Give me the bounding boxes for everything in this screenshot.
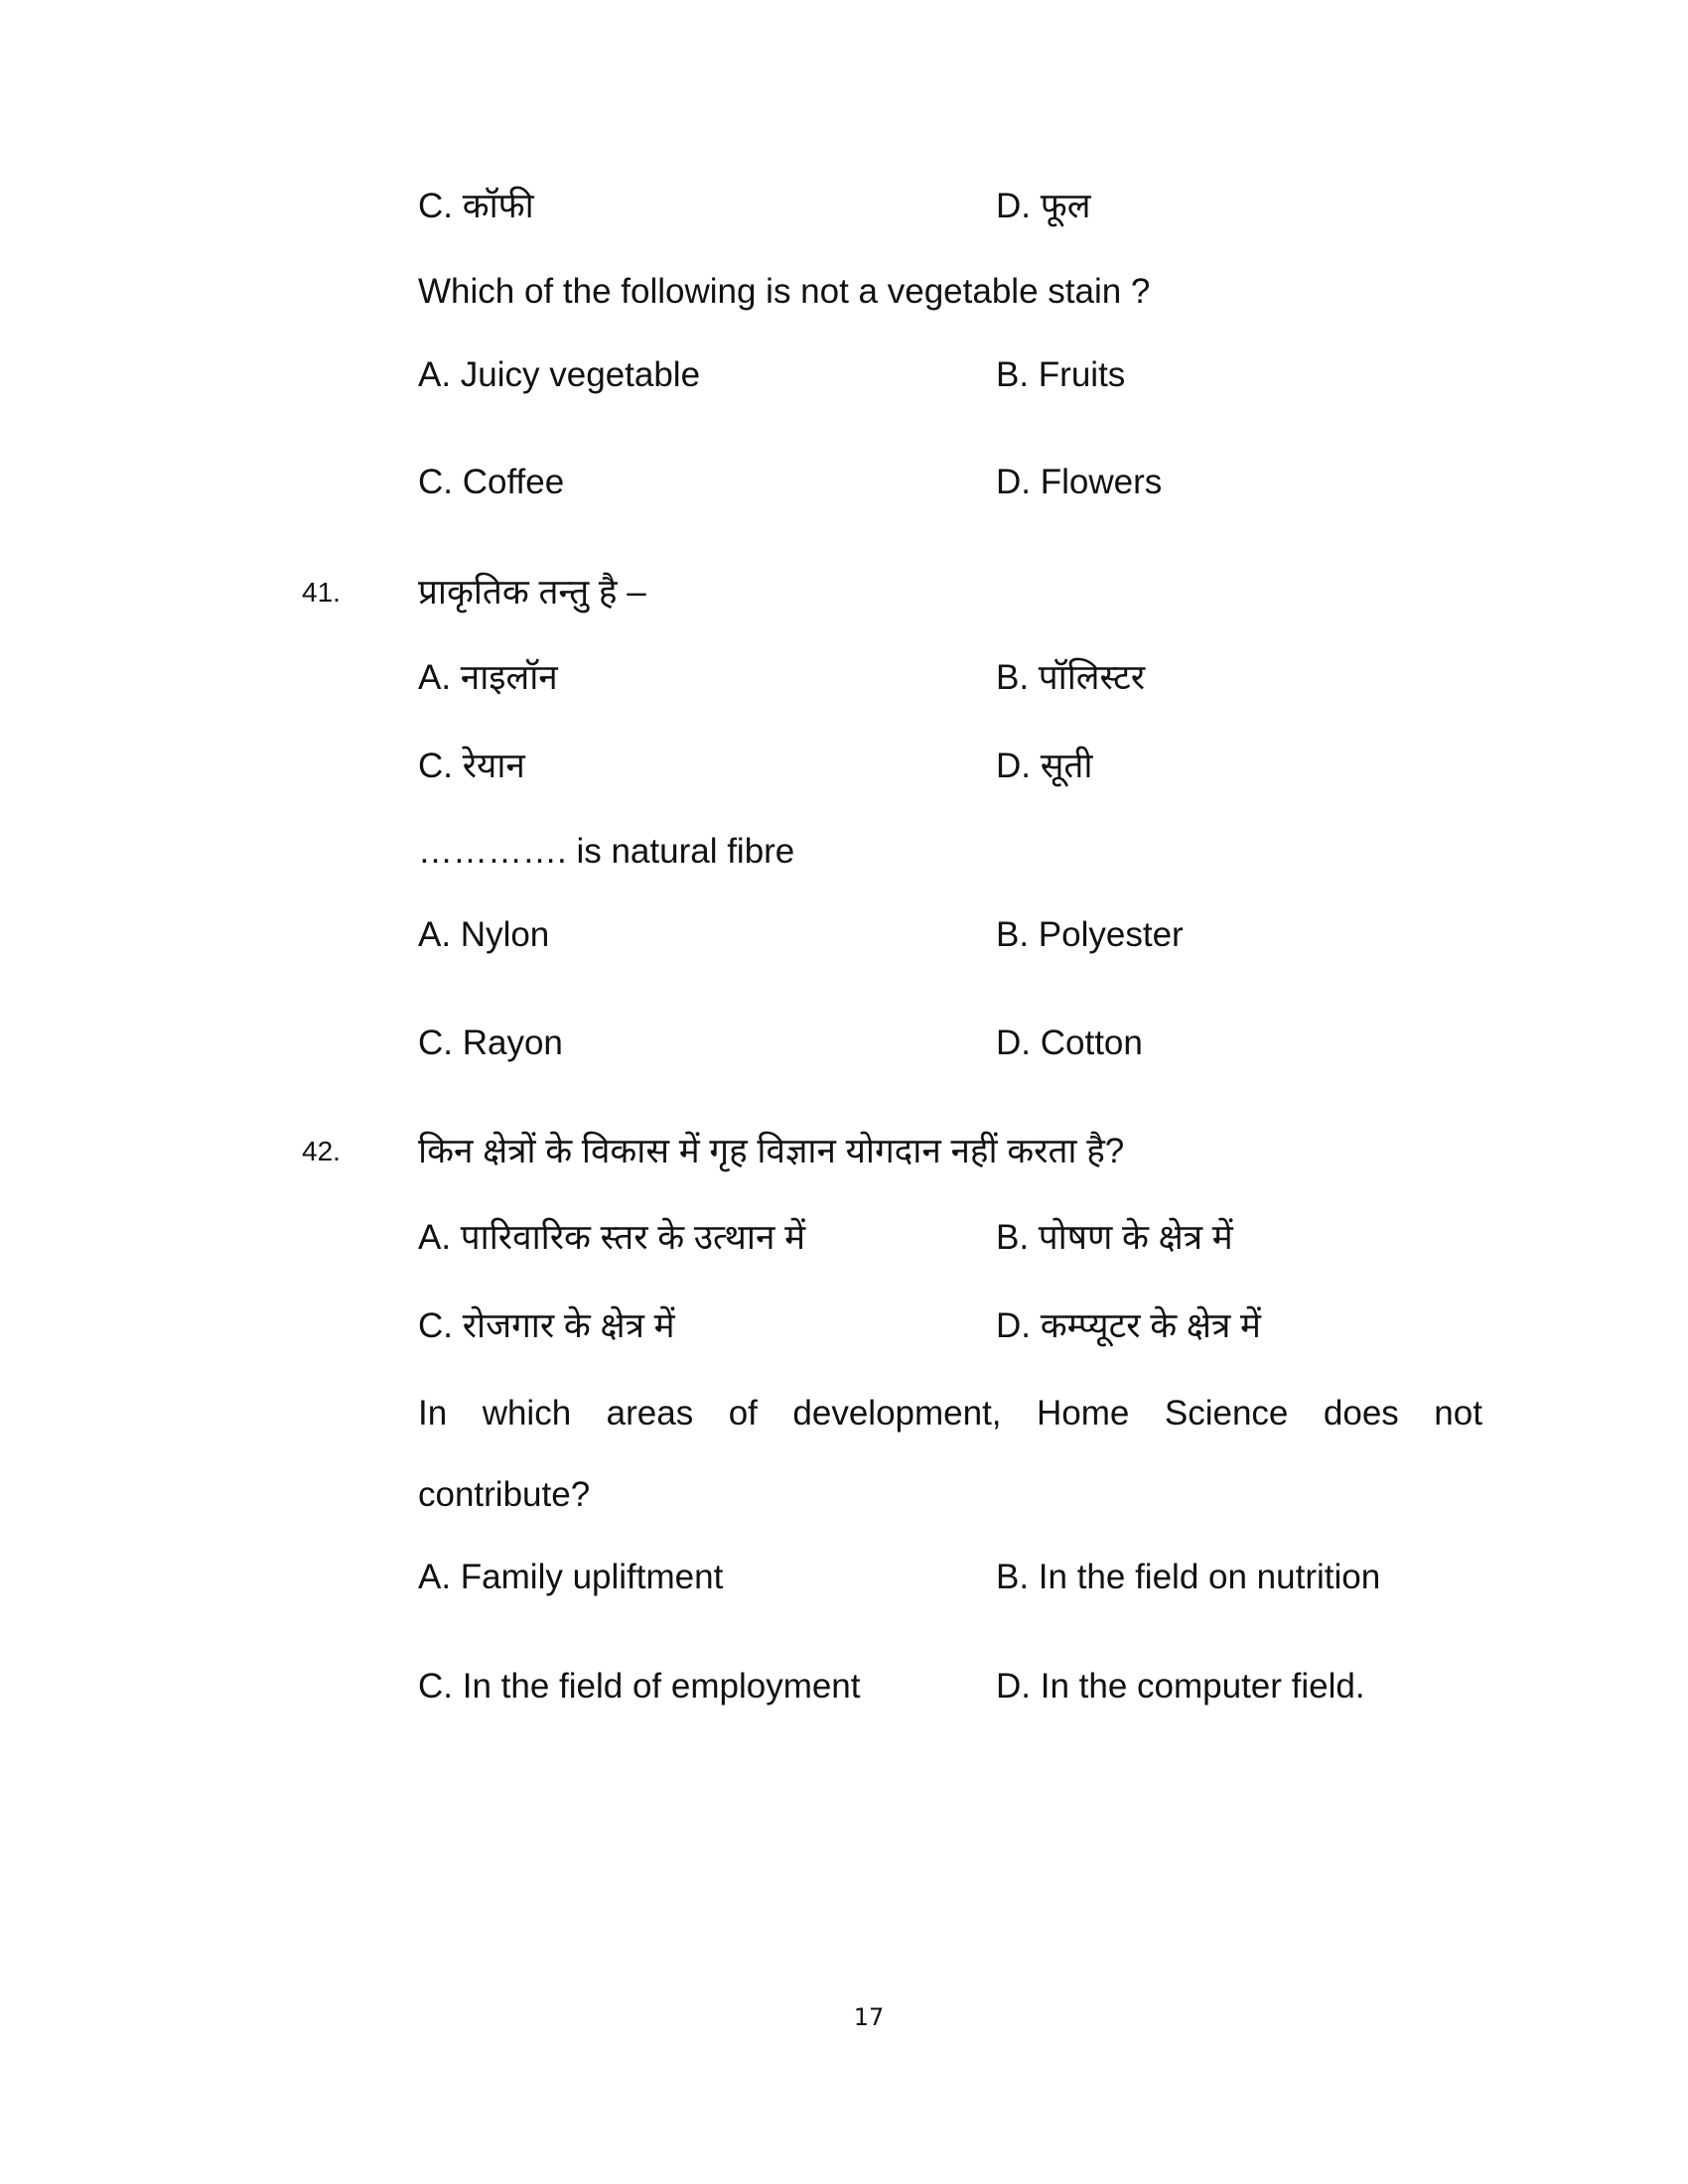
option-c-hindi: C. कॉफी <box>418 187 534 225</box>
option-a-hindi: A. पारिवारिक स्तर के उत्थान में <box>418 1218 806 1257</box>
option-c-english: C. Coffee <box>418 463 565 501</box>
word: Home <box>1037 1394 1130 1433</box>
page-number: 17 <box>853 2003 885 2031</box>
word: In <box>418 1394 448 1433</box>
option-c-hindi: C. रेयान <box>418 747 525 785</box>
question-text-hindi: प्राकृतिक तन्तु है – <box>418 573 646 612</box>
option-b-english: B. In the field on nutrition <box>996 1558 1381 1596</box>
option-b-english: B. Polyester <box>996 915 1184 954</box>
option-c-hindi: C. रोजगार के क्षेत्र में <box>418 1306 675 1345</box>
option-b-hindi: B. पोषण के क्षेत्र में <box>996 1218 1233 1257</box>
option-b-hindi: B. पॉलिस्टर <box>996 658 1146 697</box>
word: does <box>1323 1394 1399 1433</box>
word: which <box>482 1394 572 1433</box>
question-number: 42. <box>302 1136 341 1166</box>
option-a-english: A. Nylon <box>418 915 550 954</box>
question-text-english: …………. is natural fibre <box>418 832 795 871</box>
option-c-english: C. Rayon <box>418 1024 563 1062</box>
question-text-english-line2: contribute? <box>418 1475 591 1514</box>
word: not <box>1434 1394 1482 1433</box>
option-d-english: D. Flowers <box>996 463 1163 501</box>
option-d-hindi: D. सूती <box>996 747 1093 785</box>
question-number: 41. <box>302 577 341 608</box>
word: Science <box>1164 1394 1289 1433</box>
word: of <box>728 1394 758 1433</box>
option-d-hindi: D. फूल <box>996 187 1091 225</box>
option-a-hindi: A. नाइलॉन <box>418 658 558 697</box>
option-d-hindi: D. कम्प्यूटर के क्षेत्र में <box>996 1306 1261 1345</box>
question-text-english: Which of the following is not a vegetable stain ? <box>418 272 1151 311</box>
option-a-english: A. Juicy vegetable <box>418 355 701 394</box>
option-d-english: D. In the computer field. <box>996 1667 1365 1706</box>
option-c-english: C. In the field of employment <box>418 1667 861 1706</box>
option-d-english: D. Cotton <box>996 1024 1143 1062</box>
option-a-english: A. Family upliftment <box>418 1558 724 1596</box>
word: areas <box>606 1394 694 1433</box>
question-text-english-line1 <box>418 1392 1482 1435</box>
option-b-english: B. Fruits <box>996 355 1126 394</box>
word: development, <box>792 1394 1002 1433</box>
question-text-hindi: किन क्षेत्रों के विकास में गृह विज्ञान योगदान नहीं करता है? <box>418 1132 1125 1170</box>
